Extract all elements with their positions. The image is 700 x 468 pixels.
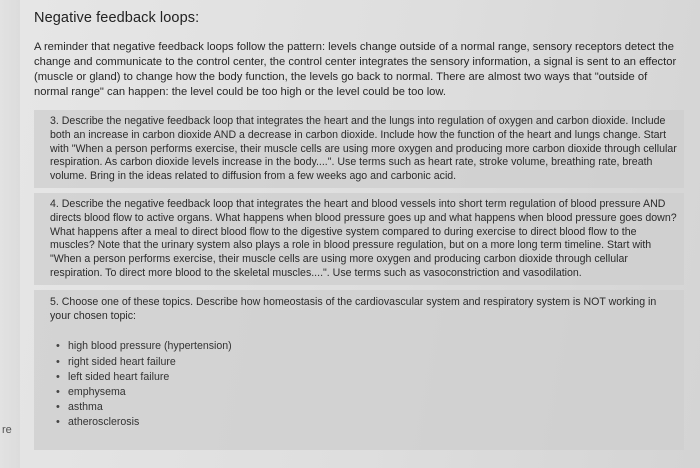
intro-paragraph: A reminder that negative feedback loops follow the pattern: levels change outside of a normal range, sensory receptors detect the change and communicate to the control center, the control center integrates the sensory information, a signal is sent to an effector (muscle or gland) to change how the body function, the levels go back to normal. There are almost two ways that "outside of normal range" can happen: the level could be too high or the level could be too low. [34, 41, 677, 98]
document-page [20, 0, 700, 468]
question-5-text: 5. Choose one of these topics. Describe how homeostasis of the cardiovascular system and respiratory system is NOT working in your chosen topic: [50, 295, 657, 322]
page-title: Negative feedback loops: [34, 10, 200, 26]
bullet-icon: • [56, 340, 60, 353]
topic-label: atherosclerosis [68, 416, 140, 429]
question-5-box [34, 290, 684, 450]
bullet-icon: • [56, 355, 60, 368]
bullet-icon: • [56, 370, 60, 383]
question-3-text: 3. Describe the negative feedback loop that integrates the heart and the lungs into regulation of oxygen and carbon dioxide. Include both an increase in carbon dioxide AND a decrease in carbon dioxide. Include how the function of the heart and lungs change. Start with "When a person performs exercise, their muscle cells are using more oxygen and producing more carbon dioxide through cellular respiration. As carbon dioxide levels increase in the body....". Use terms such as heart rate, stroke volume, breathing rate, breath volume. Bring in the ideas related to diffusion from a few weeks ago and carbonic acid. [50, 115, 677, 183]
topic-list [50, 339, 678, 430]
topic-label: right sided heart failure [68, 355, 176, 368]
bullet-icon: • [56, 401, 60, 414]
list-item [56, 400, 678, 415]
bullet-icon: • [56, 416, 60, 429]
list-item [56, 355, 678, 370]
topic-label: high blood pressure (hypertension) [68, 340, 232, 353]
question-4-text: 4. Describe the negative feedback loop that integrates the heart and blood vessels into short term regulation of blood pressure AND directs blood flow to active organs. What happens when blood pressure goes up and what happens when blood pressure goes down? What happens after a meal to direct blood flow to the digestive system compared to during exercise to direct blood flow to the muscles? Note that the urinary system also plays a role in blood pressure regulation, but on a more long term timeline. Start with "When a person performs exercise, their muscle cells are using more oxygen and producing carbon dioxide through cellular respiration. To direct more blood to the skeletal muscles....". Use terms such as vasoconstriction and vasodilation. [50, 197, 677, 279]
question-4-box [34, 193, 684, 285]
list-item [56, 415, 678, 430]
topic-label: asthma [68, 401, 103, 414]
topic-label: emphysema [68, 385, 126, 398]
list-item [56, 339, 678, 354]
list-item [56, 370, 678, 385]
topic-label: left sided heart failure [68, 370, 170, 383]
question-3-box [34, 110, 684, 188]
bullet-icon: • [56, 385, 60, 398]
list-item [56, 385, 678, 400]
adjacent-window-strip [0, 0, 20, 468]
clipped-text-fragment: re [2, 424, 12, 436]
